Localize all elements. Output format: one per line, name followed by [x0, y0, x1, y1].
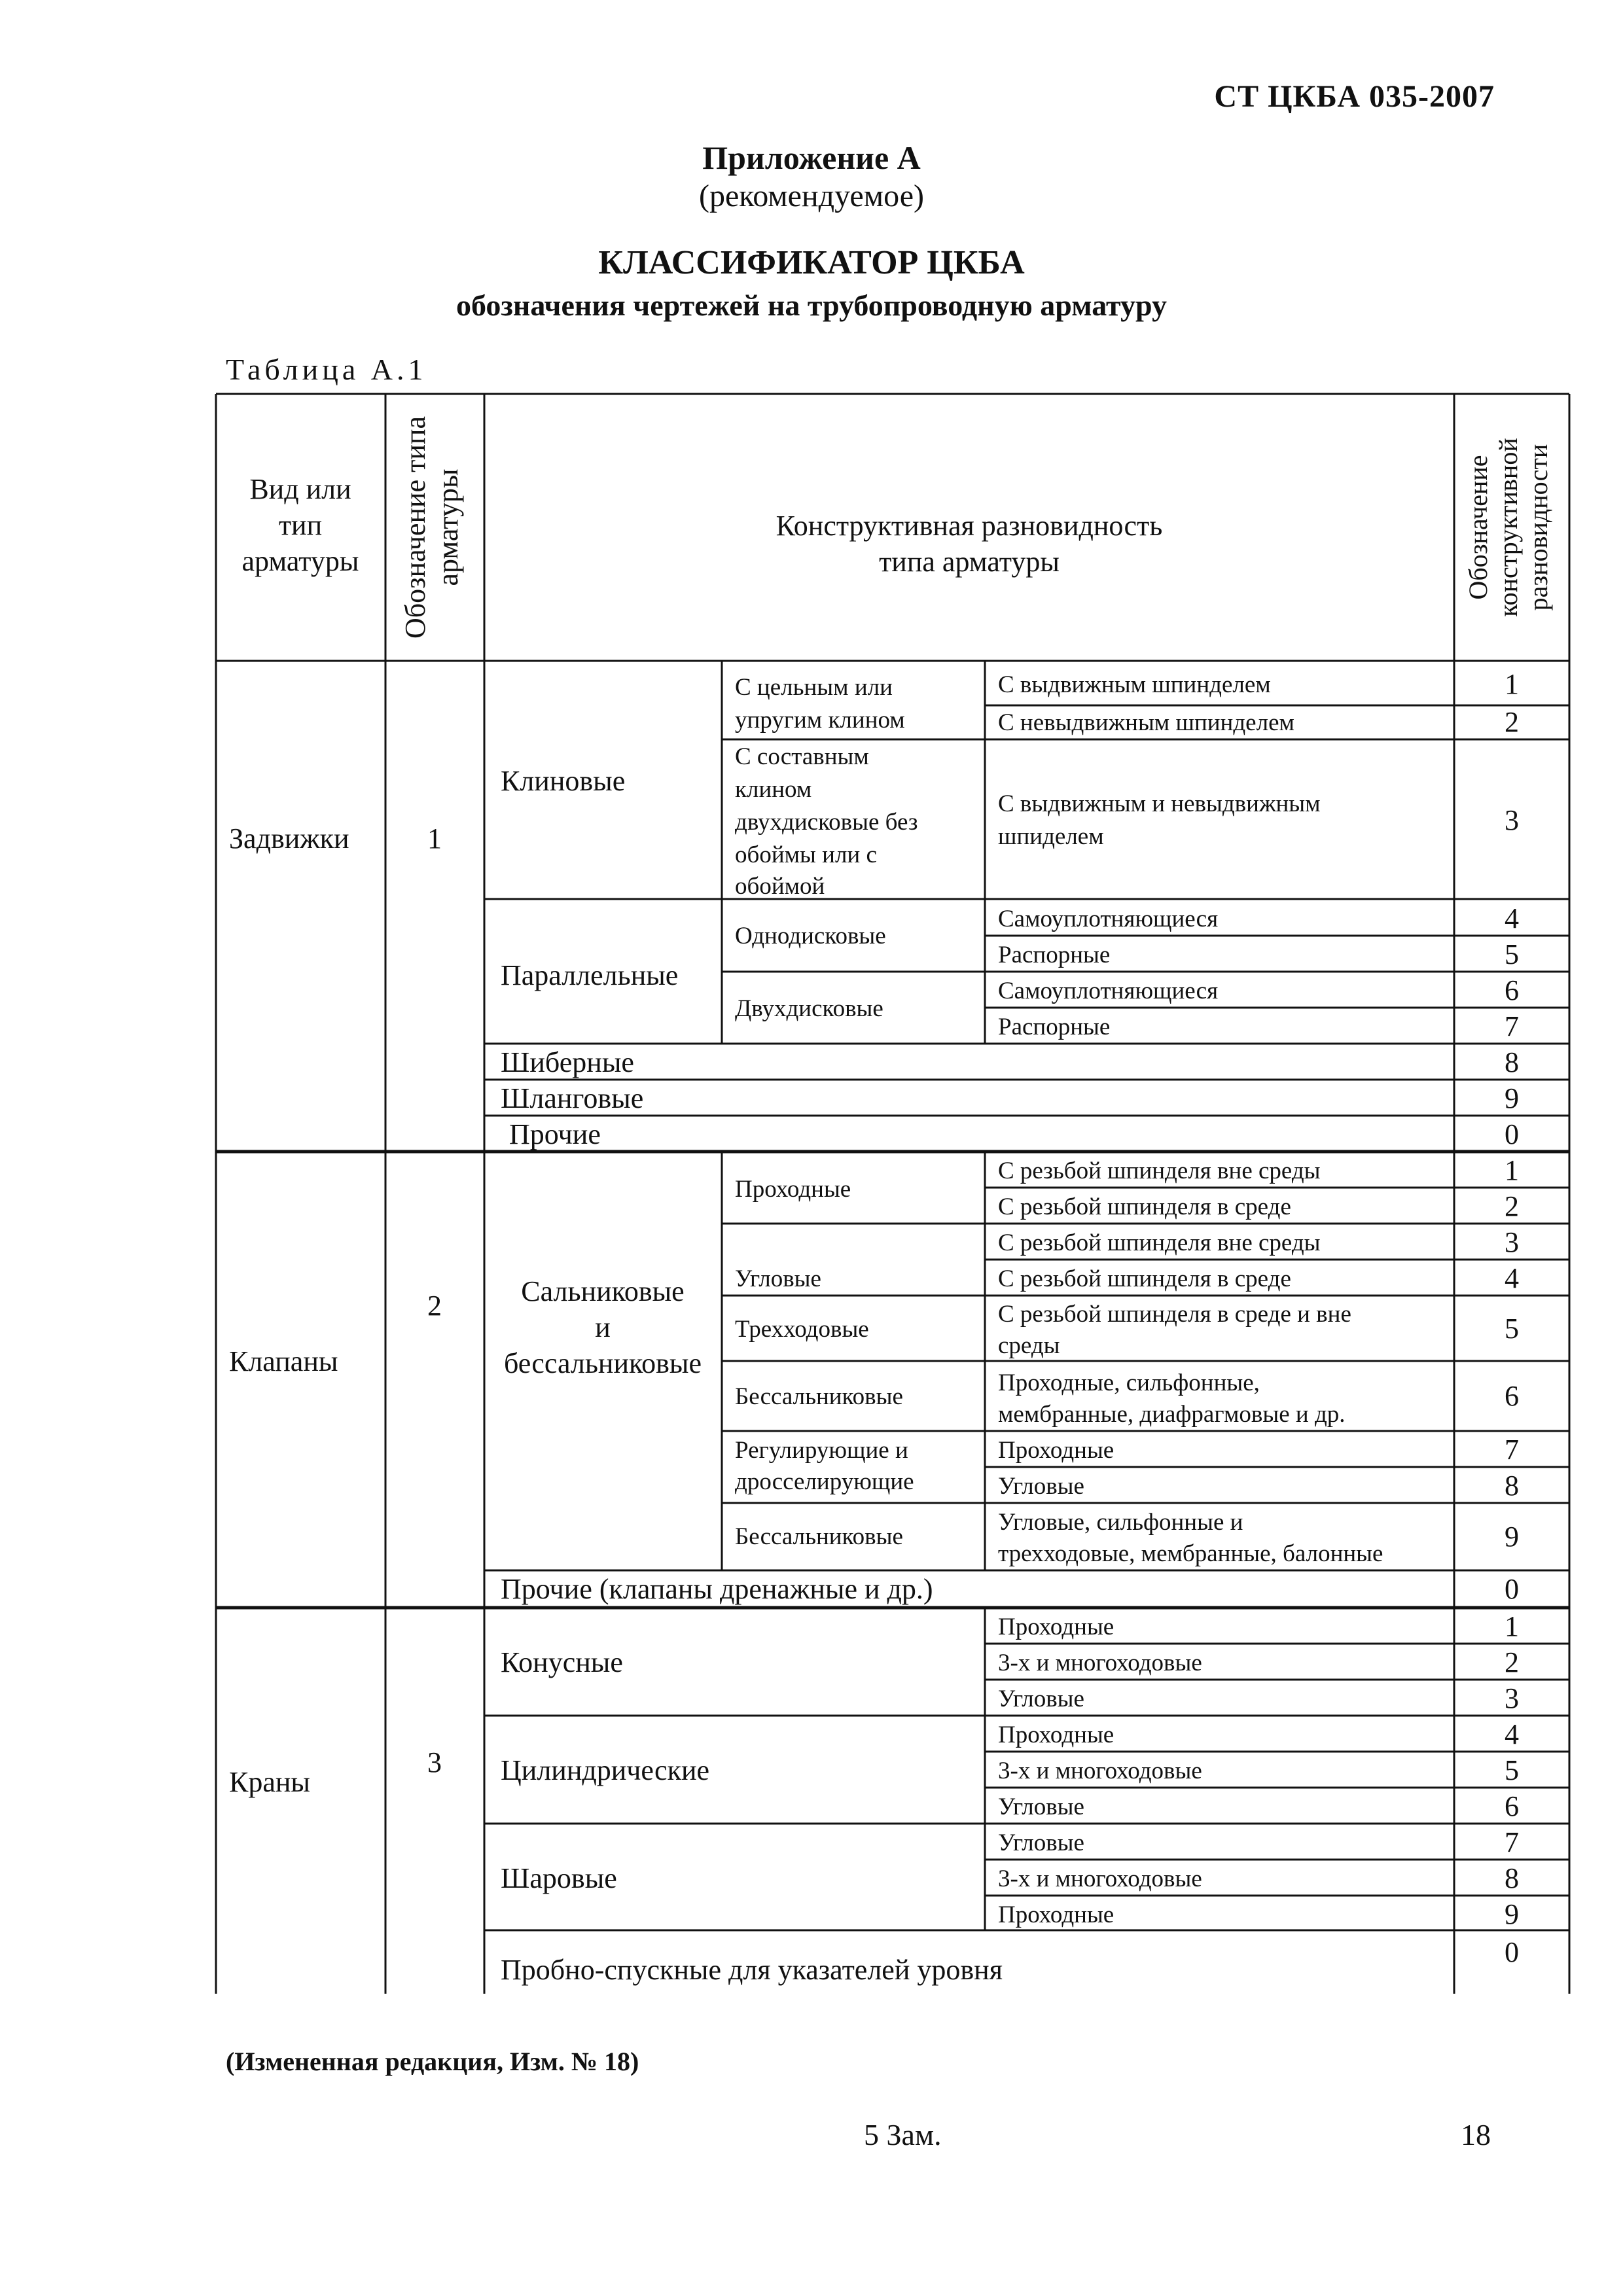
group-test-drain: Пробно-спускные для указателей уровня — [501, 1954, 1003, 1986]
sub-straight: Проходные — [735, 1176, 851, 1203]
type-code-klapany: 2 — [427, 1290, 442, 1322]
variety-thread-in-1: С резьбой шпинделя в среде — [998, 1193, 1291, 1220]
code-cell: 7 — [1505, 1010, 1519, 1042]
codes-zadvizhki — [1505, 668, 1519, 1150]
codes-krany — [1505, 1610, 1519, 1968]
code-cell: 2 — [1505, 706, 1519, 738]
variety-thread-out-2: С резьбой шпинделя вне среды — [998, 1229, 1321, 1256]
group-parallel: Параллельные — [501, 959, 679, 991]
sub-single-disc: Однодисковые — [735, 923, 886, 949]
group-gland-line3: бессальниковые — [503, 1347, 702, 1379]
code-cell: 3 — [1505, 1226, 1519, 1258]
code-cell: 2 — [1505, 1646, 1519, 1678]
variety-angle: Угловые — [998, 1793, 1084, 1820]
code-cell: 5 — [1505, 1754, 1519, 1786]
sub-composite-line3: двухдисковые без — [735, 809, 918, 836]
kind-zadvizhki: Задвижки — [229, 822, 349, 855]
code-cell: 9 — [1505, 1082, 1519, 1114]
variety-angle-reg: Угловые — [998, 1473, 1084, 1500]
group-cylindrical: Цилиндрические — [501, 1754, 710, 1786]
code-cell: 3 — [1505, 1682, 1519, 1714]
variety-thread-in-2: С резьбой шпинделя в среде — [998, 1265, 1291, 1292]
sub-composite-line2: клином — [735, 776, 812, 803]
code-cell: 1 — [1505, 1154, 1519, 1186]
variety-thread-in-out-line1: С резьбой шпинделя в среде и вне — [998, 1301, 1351, 1328]
variety-straight-reg: Проходные — [998, 1437, 1115, 1464]
code-cell: 5 — [1505, 1313, 1519, 1345]
code-cell: 8 — [1505, 1470, 1519, 1502]
code-cell: 4 — [1505, 1718, 1519, 1750]
code-cell: 4 — [1505, 902, 1519, 934]
code-cell: 5 — [1505, 938, 1519, 970]
appendix-subtitle: (рекомендуемое) — [699, 179, 924, 213]
header-variety-code-line1: Обозначение — [1463, 455, 1493, 600]
header-variety-code-line3: разновидности — [1524, 444, 1553, 611]
header-variety-code-line2: конструктивной — [1493, 438, 1523, 617]
code-cell: 7 — [1505, 1826, 1519, 1858]
sub-composite-line5: обоймой — [735, 873, 825, 900]
code-cell: 0 — [1505, 1936, 1519, 1968]
variety-bellows-line2: мембранные, диафрагмовые и др. — [998, 1401, 1346, 1428]
footer-revision: 5 Зам. — [864, 2118, 942, 2151]
group-shibernye: Шиберные — [501, 1046, 634, 1078]
document-code: СТ ЦКБА 035-2007 — [1214, 79, 1495, 114]
sub-solid-wedge-line1: С цельным или — [735, 674, 893, 701]
variety-straight: Проходные — [998, 1901, 1115, 1928]
group-other-klapany: Прочие (клапаны дренажные и др.) — [501, 1573, 933, 1605]
variety-both-stem-line1: С выдвижным и невыдвижным — [998, 790, 1321, 817]
variety-straight: Проходные — [998, 1722, 1115, 1748]
sub-solid-wedge-line2: упругим клином — [735, 707, 905, 733]
type-code-zadvizhki: 1 — [427, 822, 442, 855]
variety-both-stem-line2: шпиделем — [998, 823, 1104, 850]
page-number: 18 — [1461, 2118, 1491, 2151]
group-gland-line1: Сальниковые — [521, 1275, 685, 1307]
group-ball: Шаровые — [501, 1862, 617, 1894]
group-conical: Конусные — [501, 1646, 623, 1678]
code-cell: 6 — [1505, 1790, 1519, 1822]
group-klinovye: Клиновые — [501, 765, 626, 797]
group-gland-line2: и — [595, 1311, 611, 1343]
kind-klapany: Клапаны — [229, 1345, 338, 1377]
sub-regulating-line2: дросселирующие — [735, 1468, 914, 1495]
variety-spacer-2: Распорные — [998, 1014, 1111, 1040]
code-cell: 1 — [1505, 668, 1519, 700]
header-type-code-line1: Обозначение типа — [399, 416, 431, 639]
code-cell: 0 — [1505, 1118, 1519, 1150]
variety-multiway: 3-х и многоходовые — [998, 1865, 1202, 1892]
header-kind-line2: тип — [278, 509, 323, 541]
classifier-subtitle: обозначения чертежей на трубопроводную арматуру — [456, 289, 1167, 322]
variety-self-sealing-1: Самоуплотняющиеся — [998, 906, 1219, 932]
code-cell: 8 — [1505, 1862, 1519, 1894]
edition-note: (Измененная редакция, Изм. № 18) — [226, 2047, 639, 2076]
variety-thread-out-1: С резьбой шпинделя вне среды — [998, 1157, 1321, 1184]
classifier-title: КЛАССИФИКАТОР ЦКБА — [598, 244, 1025, 281]
variety-rising-stem: С выдвижным шпинделем — [998, 671, 1271, 698]
variety-multiway: 3-х и многоходовые — [998, 1650, 1202, 1676]
code-cell: 6 — [1505, 974, 1519, 1006]
code-cell: 7 — [1505, 1434, 1519, 1466]
variety-angle-bellows-line1: Угловые, сильфонные и — [998, 1509, 1243, 1536]
appendix-title: Приложение А — [702, 139, 921, 176]
code-cell: 8 — [1505, 1046, 1519, 1078]
sub-three-way: Трехходовые — [735, 1316, 869, 1343]
header-variety-line2: типа арматуры — [879, 546, 1060, 578]
variety-angle: Угловые — [998, 1686, 1084, 1712]
sub-double-disc: Двухдисковые — [735, 995, 883, 1022]
type-code-krany: 3 — [427, 1746, 442, 1778]
code-cell: 4 — [1505, 1262, 1519, 1294]
code-cell: 0 — [1505, 1573, 1519, 1605]
sub-composite-line1: С составным — [735, 743, 869, 770]
variety-multiway: 3-х и многоходовые — [998, 1757, 1202, 1784]
variety-straight: Проходные — [998, 1614, 1115, 1640]
sub-angle: Угловые — [735, 1265, 821, 1292]
sub-glandless-2: Бессальниковые — [735, 1523, 903, 1550]
group-shlangovye: Шланговые — [501, 1082, 644, 1114]
code-cell: 9 — [1505, 1521, 1519, 1553]
variety-angle-bellows-line2: трехходовые, мембранные, балонные — [998, 1540, 1383, 1567]
header-variety-line1: Конструктивная разновидность — [776, 510, 1163, 542]
code-cell: 1 — [1505, 1610, 1519, 1642]
header-type-code-line2: арматуры — [432, 468, 464, 586]
variety-nonrising-stem: С невыдвижным шпинделем — [998, 709, 1294, 736]
variety-thread-in-out-line2: среды — [998, 1332, 1060, 1359]
sub-regulating-line1: Регулирующие и — [735, 1437, 908, 1464]
variety-spacer-1: Распорные — [998, 942, 1111, 968]
header-kind-line1: Вид или — [249, 473, 351, 505]
variety-bellows-line1: Проходные, сильфонные, — [998, 1369, 1260, 1396]
table-label: Таблица А.1 — [226, 353, 427, 386]
code-cell: 6 — [1505, 1380, 1519, 1412]
variety-self-sealing-2: Самоуплотняющиеся — [998, 978, 1219, 1004]
sub-composite-line4: обоймы или с — [735, 841, 877, 868]
group-other-zadvizhki: Прочие — [509, 1118, 601, 1150]
code-cell: 9 — [1505, 1898, 1519, 1930]
variety-angle: Угловые — [998, 1829, 1084, 1856]
codes-klapany — [1505, 1154, 1519, 1605]
sub-glandless-1: Бессальниковые — [735, 1383, 903, 1410]
code-cell: 3 — [1505, 804, 1519, 836]
kind-krany: Краны — [229, 1766, 310, 1798]
header-kind-line3: арматуры — [241, 545, 359, 577]
code-cell: 2 — [1505, 1190, 1519, 1222]
